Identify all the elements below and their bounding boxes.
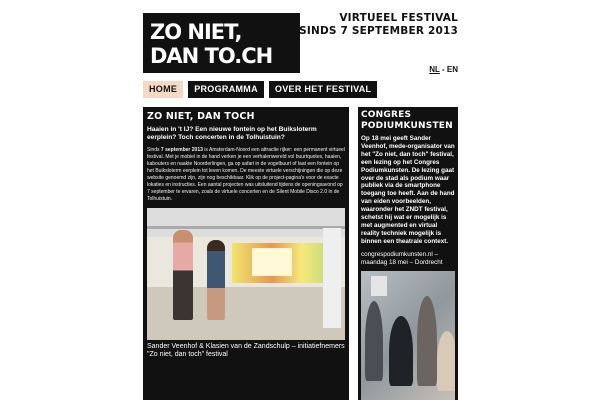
person-klasien (207, 240, 225, 320)
sidebar-text: Op 18 mei geeft Sander Veenhof, mede-organisator van het "Zo niet, dan toch" festival, een lezing op het Congres Podiumkunsten. De lezing gaat over de stad als podium waar publiek via de smartphone toegang toe heeft. Aan de hand van eiden voorbeelden, waaronder het ZNDT festival, schetst hij wat er mogelijk is met augmented en virtual reality techniek mogelijk is binnen een theatrale context. (361, 135, 455, 245)
article-body (147, 147, 345, 203)
crowd-person-4 (437, 331, 455, 391)
logo-line-2: DAN TO.CH (150, 44, 273, 68)
lang-nl-link[interactable]: NL (429, 65, 440, 74)
festival-info (299, 12, 458, 38)
body-date: 7 september 2013 (160, 146, 203, 153)
sidebar-title: CONGRES PODIUMKUNSTEN (361, 110, 453, 131)
nav-tab-programma[interactable]: PROGRAMMA (188, 81, 264, 98)
main-article (143, 107, 349, 400)
article-lead: Haaien in 't IJ? Een nieuwe fontein op het Buiksloterm eerplein? Toch concerten in de Tolhuistuin? (147, 126, 317, 142)
tunnel-light (252, 248, 292, 276)
language-switcher (429, 65, 458, 74)
nav-tab-over-het-festival[interactable]: OVER HET FESTIVAL (269, 81, 377, 98)
photo-sign (371, 276, 387, 296)
logo-line-1: ZO NIET, (150, 20, 242, 44)
site-logo[interactable] (143, 13, 300, 73)
person-sander (173, 230, 193, 320)
tunnel-pillar (323, 228, 341, 328)
lang-en-link[interactable]: EN (446, 65, 458, 74)
congres-photo (361, 271, 455, 400)
body-intro: Sinds (147, 146, 161, 153)
sidebar-link[interactable]: congrespodiumkunsten.nl – maandag 18 mei – Dordrecht (361, 250, 443, 266)
main-nav (143, 81, 377, 98)
festival-line-1: VIRTUEEL FESTIVAL (339, 12, 458, 24)
photo-caption: Sander Veenhof & Klasien van de Zandschulp – initiatiefnemers "Zo niet, dan toch" festival (147, 342, 345, 359)
crowd-person-3 (417, 296, 437, 386)
festival-line-2: SINDS 7 SEPTEMBER 2013 (299, 25, 458, 37)
crowd-person-2 (389, 316, 413, 386)
ceiling-stripe (147, 226, 345, 229)
lang-separator: - (439, 65, 447, 74)
article-title: ZO NIET, DAN TOCH (147, 111, 255, 122)
nav-tab-home[interactable]: HOME (143, 81, 183, 98)
sidebar-congres (358, 107, 458, 400)
crowd-person-1 (365, 301, 383, 381)
festival-photo (147, 208, 345, 340)
body-text: is Amsterdam-Noord een attractie rijker: een permanent virtueel festival. Met je mobiel in de hand verken je een verhalenwereld vol buurtquotes, haaien, kabouters en naakte Noorderlingen, ga op safari in de vogelbuurt of laat een fontein op het Buiksloterm eerplein tot leven komen. De meeste virtuele verschijningen die op deze website genoemd zijn, zijn nog beschikbaar. Klik op de project-pagina's voor de exacte lokaties en instructies. Een aantal projecten was uitsluitend tijdens de openingsavond op 7 september te ervaren, zoals de virtuele concerten en de Silent Mobile Disco 2.0 in de Tolhuistuin. (147, 146, 345, 202)
